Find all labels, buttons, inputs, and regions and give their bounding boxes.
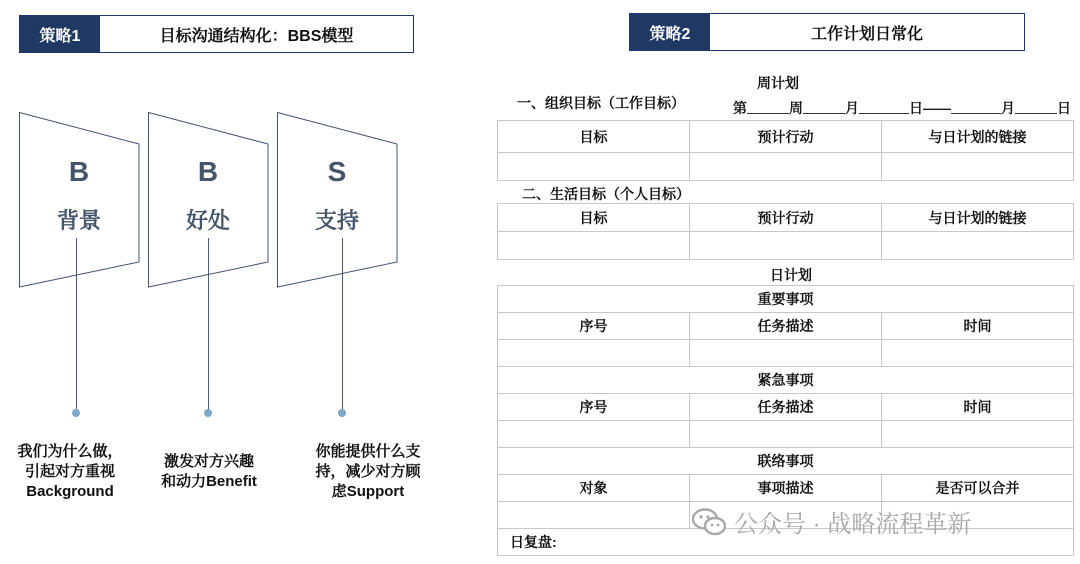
col-header: 序号 <box>498 394 690 421</box>
section-row <box>498 448 1074 475</box>
connector-dot <box>72 409 80 417</box>
table-header-row <box>498 475 1074 502</box>
table-header-row <box>498 313 1074 340</box>
life-goal-label: 二、生活目标（个人目标） <box>522 186 690 202</box>
col-header: 时间 <box>882 394 1074 421</box>
blank-field <box>1015 98 1057 114</box>
caption-line: Background <box>26 483 114 500</box>
trapezoid-shape <box>277 112 402 292</box>
table-header-row <box>498 121 1074 153</box>
table-header-row <box>498 394 1074 421</box>
col-header: 预计行动 <box>690 121 882 153</box>
empty-cell[interactable] <box>498 153 690 181</box>
col-header: 任务描述 <box>690 394 882 421</box>
empty-cell[interactable] <box>882 232 1074 260</box>
week-plan-title: 周计划 <box>757 75 799 91</box>
col-header: 预计行动 <box>690 204 882 232</box>
bbs-caption-support <box>298 442 438 502</box>
trapezoid-shape <box>148 112 273 292</box>
caption-line: 激发对方兴趣 <box>163 453 254 470</box>
bbs-caption-benefit <box>153 452 265 492</box>
bbs-card-background <box>19 112 144 292</box>
caption-line: 你能提供什么支 <box>315 443 421 460</box>
blank-field <box>951 98 1001 114</box>
caption-line: 我们为什么做， <box>17 443 123 460</box>
caption-line: 持，减少对方顾 <box>315 463 421 480</box>
contact-section-title: 联络事项 <box>498 448 1074 475</box>
connector-dot <box>204 409 212 417</box>
empty-cell[interactable] <box>498 502 690 529</box>
strategy2-title: 工作计划日常化 <box>710 14 1024 50</box>
empty-cell[interactable] <box>690 340 882 367</box>
connector-line <box>208 238 209 410</box>
empty-cell[interactable] <box>882 340 1074 367</box>
caption-line: 引起对方重视 <box>24 463 115 480</box>
bbs-letter: B <box>197 156 219 187</box>
caption-line: 虑Support <box>331 483 405 500</box>
col-header: 时间 <box>882 313 1074 340</box>
day-plan-title: 日计划 <box>770 267 812 283</box>
strategy1-tag: 策略1 <box>20 16 100 52</box>
col-header: 序号 <box>498 313 690 340</box>
table-row <box>498 153 1074 181</box>
caption-line: 和动力Benefit <box>161 473 257 490</box>
empty-cell[interactable] <box>498 232 690 260</box>
blank-field <box>859 98 909 114</box>
week-text: 第 <box>733 100 747 116</box>
empty-cell[interactable] <box>882 421 1074 448</box>
blank-field <box>803 98 845 114</box>
table-row <box>498 340 1074 367</box>
section-row <box>498 367 1074 394</box>
trapezoid-shape <box>19 112 144 292</box>
wechat-icon <box>692 508 726 536</box>
bbs-word: 好处 <box>185 208 230 233</box>
urgent-section-title: 紧急事项 <box>498 367 1074 394</box>
org-goal-table <box>497 120 1074 181</box>
connector-dot <box>338 409 346 417</box>
section-row <box>498 286 1074 313</box>
col-header: 与日计划的链接 <box>882 121 1074 153</box>
table-header-row <box>498 204 1074 232</box>
strategy1-title: 目标沟通结构化：BBS模型 <box>100 16 413 52</box>
strategy1-header <box>19 15 414 53</box>
blank-field <box>747 98 789 114</box>
week-text: 周 <box>789 100 803 116</box>
important-section-title: 重要事项 <box>498 286 1074 313</box>
strategy2-tag: 策略2 <box>630 14 710 50</box>
bbs-letter: B <box>68 156 90 187</box>
col-header: 任务描述 <box>690 313 882 340</box>
empty-cell[interactable] <box>498 421 690 448</box>
bbs-word: 支持 <box>314 208 359 233</box>
bbs-word: 背景 <box>56 208 101 233</box>
strategy2-header <box>629 13 1025 51</box>
review-label: 日复盘: <box>498 529 1074 556</box>
bbs-card-support <box>277 112 402 292</box>
col-header: 是否可以合并 <box>882 475 1074 502</box>
bbs-card-benefit <box>148 112 273 292</box>
week-text: 月 <box>845 100 859 116</box>
watermark-text: 公众号 · 战略流程革新 <box>734 511 972 538</box>
col-header: 目标 <box>498 121 690 153</box>
connector-line <box>76 238 77 410</box>
watermark <box>692 504 971 539</box>
bbs-caption-background <box>0 442 140 502</box>
org-goal-label: 一、组织目标（工作目标） <box>517 95 685 111</box>
table-row <box>498 232 1074 260</box>
connector-line <box>342 238 343 410</box>
empty-cell[interactable] <box>690 232 882 260</box>
table-row <box>498 421 1074 448</box>
empty-cell[interactable] <box>690 421 882 448</box>
empty-cell[interactable] <box>882 153 1074 181</box>
col-header: 目标 <box>498 204 690 232</box>
empty-cell[interactable] <box>690 153 882 181</box>
empty-cell[interactable] <box>498 340 690 367</box>
col-header: 对象 <box>498 475 690 502</box>
week-text: 日 <box>1057 100 1071 116</box>
week-text: 月 <box>1001 100 1015 116</box>
life-goal-table <box>497 203 1074 260</box>
col-header: 与日计划的链接 <box>882 204 1074 232</box>
bbs-letter: S <box>327 156 347 187</box>
week-text: 日—— <box>909 100 951 116</box>
week-date-line <box>733 98 1071 118</box>
col-header: 事项描述 <box>690 475 882 502</box>
